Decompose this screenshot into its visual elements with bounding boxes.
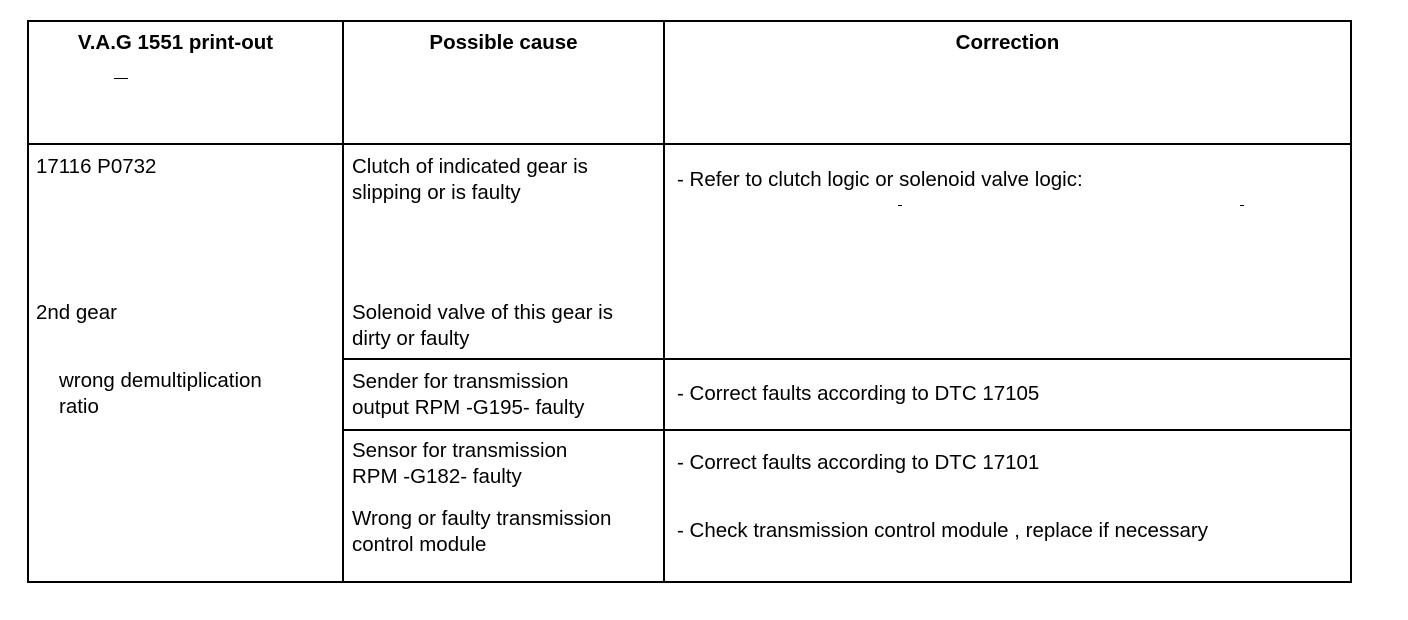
fault-code: 17116 P0732 [36,155,157,178]
cause-2-line1: Solenoid valve of this gear is [352,301,613,324]
gear-label: 2nd gear [36,301,117,324]
fault-table [27,20,1352,583]
correction-1: - Refer to clutch logic or solenoid valve logic: [677,168,1083,191]
fault-description-line1: wrong demultiplication [59,369,262,392]
cause-1-line1: Clutch of indicated gear is [352,155,588,178]
header-printout: V.A.G 1551 print-out [77,31,274,54]
correction-1-link-mark-1 [898,205,902,206]
header-divider [27,143,1352,145]
cause-5-line2: control module [352,533,487,556]
correction-1-link-mark-2 [1240,205,1244,206]
column-divider-2 [663,20,665,583]
header-correction: Correction [955,31,1060,54]
cause-3-line2: output RPM -G195- faulty [352,396,585,419]
cause-5-line1: Wrong or faulty transmission [352,507,612,530]
row-divider-1 [342,358,1352,360]
correction-4: - Check transmission control module , replace if necessary [677,519,1208,542]
cause-1-line2: slipping or is faulty [352,181,521,204]
cause-3-line1: Sender for transmission [352,370,569,393]
correction-3: - Correct faults according to DTC 17101 [677,451,1040,474]
correction-2: - Correct faults according to DTC 17105 [677,382,1040,405]
cause-4-line2: RPM -G182- faulty [352,465,522,488]
cause-4-line1: Sensor for transmission [352,439,568,462]
header-printout-dash [114,78,128,79]
row-divider-2 [342,429,1352,431]
header-possible-cause: Possible cause [429,31,578,54]
fault-description-line2: ratio [59,395,99,418]
cause-2-line2: dirty or faulty [352,327,470,350]
column-divider-1 [342,20,344,583]
